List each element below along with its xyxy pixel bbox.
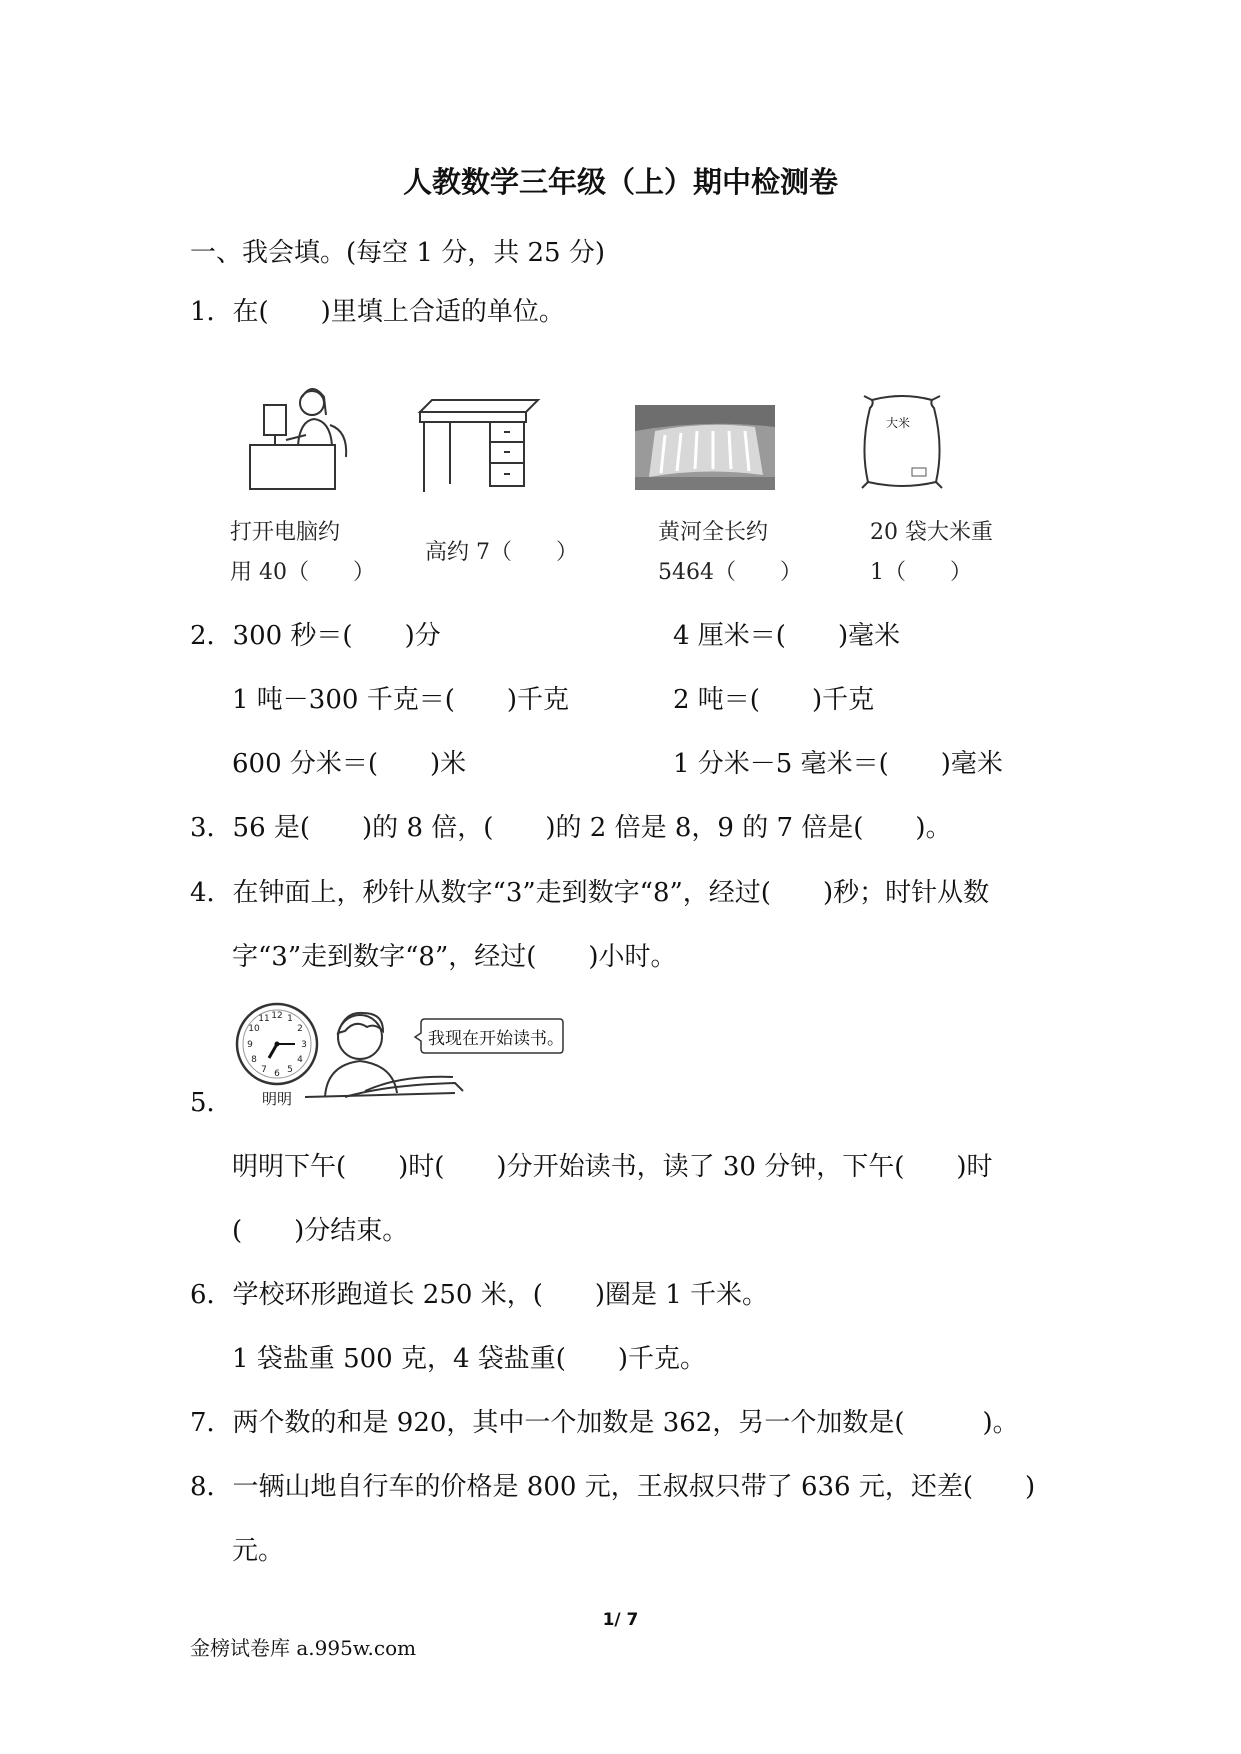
caption-2-line1: 高约 7（ ） [425, 540, 578, 565]
caption-1-line1: 打开电脑约 [230, 520, 341, 545]
q2-row3-left: 600 分米＝( )米 [232, 749, 467, 779]
page-title: 人教数学三年级（上）期中检测卷 [402, 165, 838, 199]
question-3: 3．56 是( )的 8 倍，( )的 2 倍是 8，9 的 7 倍是( )。 [190, 813, 952, 843]
caption-1-line2: 用 40（ ） [230, 560, 375, 585]
caption-4-line2: 1（ ） [870, 560, 972, 585]
svg-text:7: 7 [261, 1065, 267, 1075]
clock-name-label: 明明 [262, 1090, 293, 1108]
question-6-line2: 1 袋盐重 500 克，4 袋盐重( )千克。 [232, 1344, 707, 1374]
question-6-line1: 6．学校环形跑道长 250 米，( )圈是 1 千米。 [190, 1280, 769, 1310]
page-number: 1/ 7 [602, 1610, 639, 1630]
q2-row2-right: 2 吨＝( )千克 [673, 685, 875, 715]
question-7: 7．两个数的和是 920，其中一个加数是 362，另一个加数是( )。 [190, 1408, 1019, 1438]
question-8-line2: 元。 [232, 1536, 285, 1566]
question-8-line1: 8．一辆山地自行车的价格是 800 元，王叔叔只带了 636 元，还差( ) [190, 1472, 1036, 1502]
svg-text:6: 6 [274, 1069, 280, 1079]
computer-user-illustration [250, 385, 355, 490]
rice-bag-illustration [860, 392, 945, 492]
svg-text:4: 4 [297, 1055, 303, 1065]
desk-illustration [420, 400, 540, 495]
speech-text: 我现在开始读书。 [428, 1029, 564, 1049]
svg-text:12: 12 [271, 1011, 283, 1021]
question-5-line2: ( )分结束。 [232, 1216, 409, 1246]
q2-row1-right: 4 厘米＝( )毫米 [673, 621, 901, 651]
svg-text:1: 1 [287, 1014, 293, 1024]
question-4-line2: 字“3”走到数字“8”，经过( )小时。 [232, 942, 677, 972]
waterfall-illustration [635, 405, 775, 490]
q2-row1-left: 2．300 秒＝( )分 [190, 621, 441, 651]
svg-text:9: 9 [247, 1040, 253, 1050]
q2-row3-right: 1 分米－5 毫米＝( )毫米 [673, 749, 1003, 779]
svg-text:8: 8 [251, 1055, 257, 1065]
question-1: 1．在( )里填上合适的单位。 [190, 297, 565, 327]
question-5-number: 5． [190, 1088, 233, 1118]
caption-3-line1: 黄河全长约 [658, 520, 769, 545]
svg-text:5: 5 [287, 1065, 293, 1075]
q2-row2-left: 1 吨－300 千克＝( )千克 [232, 685, 569, 715]
footer-site: 金榜试卷库 a.995w.com [190, 1636, 417, 1660]
caption-4-line1: 20 袋大米重 [870, 520, 993, 545]
section-heading: 一、我会填。(每空 1 分，共 25 分) [190, 238, 605, 268]
question-4-line1: 4．在钟面上，秒针从数字“3”走到数字“8”，经过( )秒；时针从数 [190, 878, 990, 908]
rice-bag-label: 大米 [886, 416, 911, 430]
svg-text:11: 11 [258, 1014, 270, 1024]
question-5-line1: 明明下午( )时( )分开始读书，读了 30 分钟，下午( )时 [232, 1152, 993, 1182]
svg-text:2: 2 [297, 1024, 303, 1034]
svg-text:10: 10 [248, 1024, 260, 1034]
caption-3-line2: 5464（ ） [658, 560, 802, 585]
svg-text:3: 3 [301, 1040, 307, 1050]
